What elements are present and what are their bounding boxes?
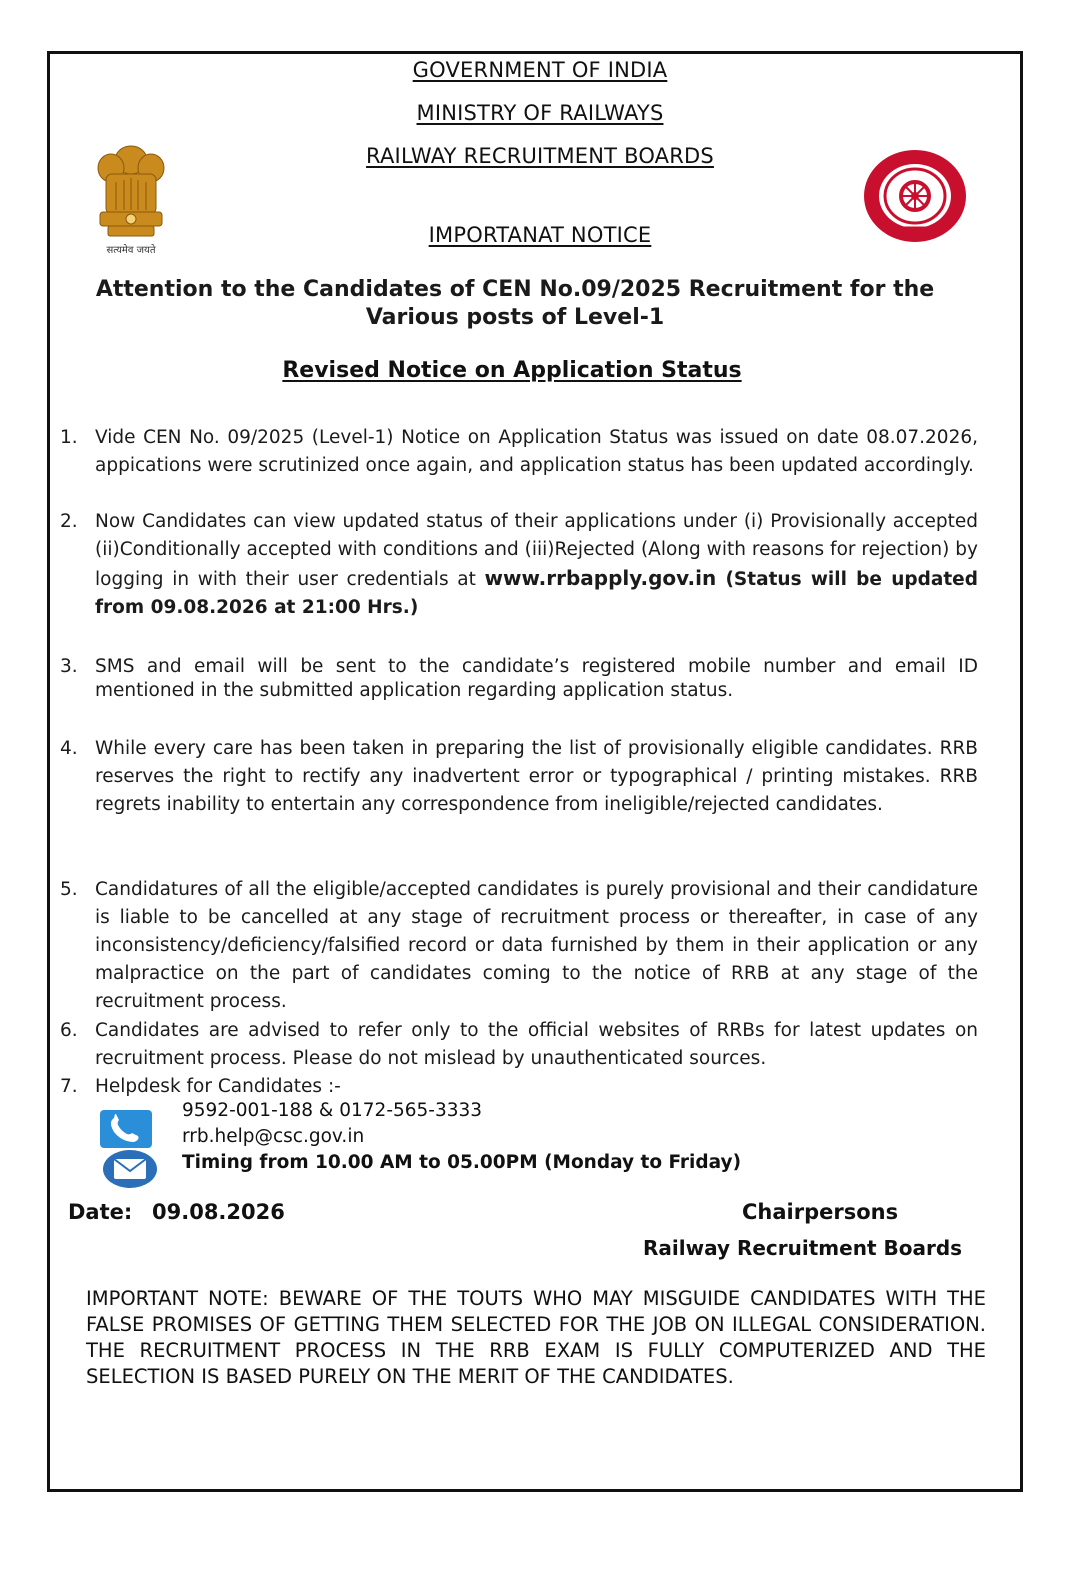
revised-notice-title: Revised Notice on Application Status xyxy=(282,358,742,383)
list-item-number: 1. xyxy=(60,427,78,448)
signatory-title: Chairpersons xyxy=(742,1200,899,1224)
list-item xyxy=(60,424,978,480)
list-item-text: Now Candidates can view updated status of their applications under (i) Provisionally accepted (ii)Conditionally accepted with conditions and (iii)Rejected (Along with reasons for rejection) by logging in with their user credentials at xyxy=(95,511,978,590)
email-icon xyxy=(102,1149,158,1189)
indian-railways-logo-icon xyxy=(862,148,968,244)
list-item xyxy=(60,735,978,819)
helpdesk-details xyxy=(182,1098,741,1176)
important-note: IMPORTANT NOTE: BEWARE OF THE TOUTS WHO MAY MISGUIDE CANDIDATES WITH THE FALSE PROMISES OF GETTING THEM SELECTED FOR THE JOB ON ILLEGAL CONSIDERATION. THE RECRUITMENT PROCESS IN THE RRB EXAM IS FULLY COMPUTERIZED AND THE SELECTION IS BASED PURELY ON THE MERIT OF THE CANDIDATES. xyxy=(86,1287,986,1388)
list-item xyxy=(60,508,978,622)
list-item xyxy=(60,1017,978,1073)
list-item-number: 6. xyxy=(60,1020,78,1041)
date-value: 09.08.2026 xyxy=(152,1200,285,1224)
list-item-number: 2. xyxy=(60,511,78,532)
notice-title: IMPORTANAT NOTICE xyxy=(428,223,652,247)
website-link[interactable]: www.rrbapply.gov.in xyxy=(484,566,717,590)
list-item-number: 3. xyxy=(60,656,78,677)
list-item-text: Candidatures of all the eligible/accepted candidates is purely provisional and their candidature is liable to be cancelled at any stage of recruitment process or thereafter, in case of any inconsistency/deficiency/falsified record or data furnished by them in their application or any malpractice on the part of candidates coming to the notice of RRB at any stage of the recruitment process. xyxy=(95,879,978,1012)
list-item-text: Helpdesk for Candidates :- xyxy=(95,1076,341,1097)
list-item-text: SMS and email will be sent to the candidate’s registered mobile number and email ID mentioned in the submitted application regarding application status. xyxy=(95,656,978,701)
date-label: Date: xyxy=(68,1200,133,1224)
status-update-note: (Status will be updated from 09.08.2026 at 21:00 Hrs.) xyxy=(95,569,978,618)
emblem-motto: सत्यमेव जयते xyxy=(106,245,156,256)
list-item-number: 4. xyxy=(60,738,78,759)
list-item-text: Vide CEN No. 09/2025 (Level-1) Notice on Application Status was issued on date 08.07.2026, appications were scrutinized once again, and application status has been updated accordingly. xyxy=(95,427,978,476)
helpdesk-timing: Timing from 10.00 AM to 05.00PM (Monday to Friday) xyxy=(182,1152,742,1173)
list-item xyxy=(60,1073,978,1101)
signatory-organisation: Railway Recruitment Boards xyxy=(643,1236,963,1260)
attention-heading: Attention to the Candidates of CEN No.09/2025 Recruitment for the Various posts of Level-1 xyxy=(95,277,935,330)
header-ministry: MINISTRY OF RAILWAYS xyxy=(416,101,664,125)
helpdesk-phone: 9592-001-188 & 0172-565-3333 xyxy=(182,1100,483,1121)
list-item-number: 5. xyxy=(60,879,78,900)
list-item xyxy=(60,876,978,1016)
list-item-text: Candidates are advised to refer only to the official websites of RRBs for latest updates on recruitment process. Please do not mislead by unauthenticated sources. xyxy=(95,1020,978,1069)
header-boards: RAILWAY RECRUITMENT BOARDS xyxy=(366,144,714,168)
helpdesk-email[interactable]: rrb.help@csc.gov.in xyxy=(182,1126,365,1147)
list-item xyxy=(60,655,978,703)
header-government: GOVERNMENT OF INDIA xyxy=(412,58,668,82)
list-item-number: 7. xyxy=(60,1076,78,1097)
phone-icon xyxy=(100,1110,152,1148)
list-item-text: While every care has been taken in preparing the list of provisionally eligible candidates. RRB reserves the right to rectify any inadvertent error or typographical / printing mistakes. RRB regrets inability to entertain any correspondence from ineligible/rejected candidates. xyxy=(95,738,978,815)
